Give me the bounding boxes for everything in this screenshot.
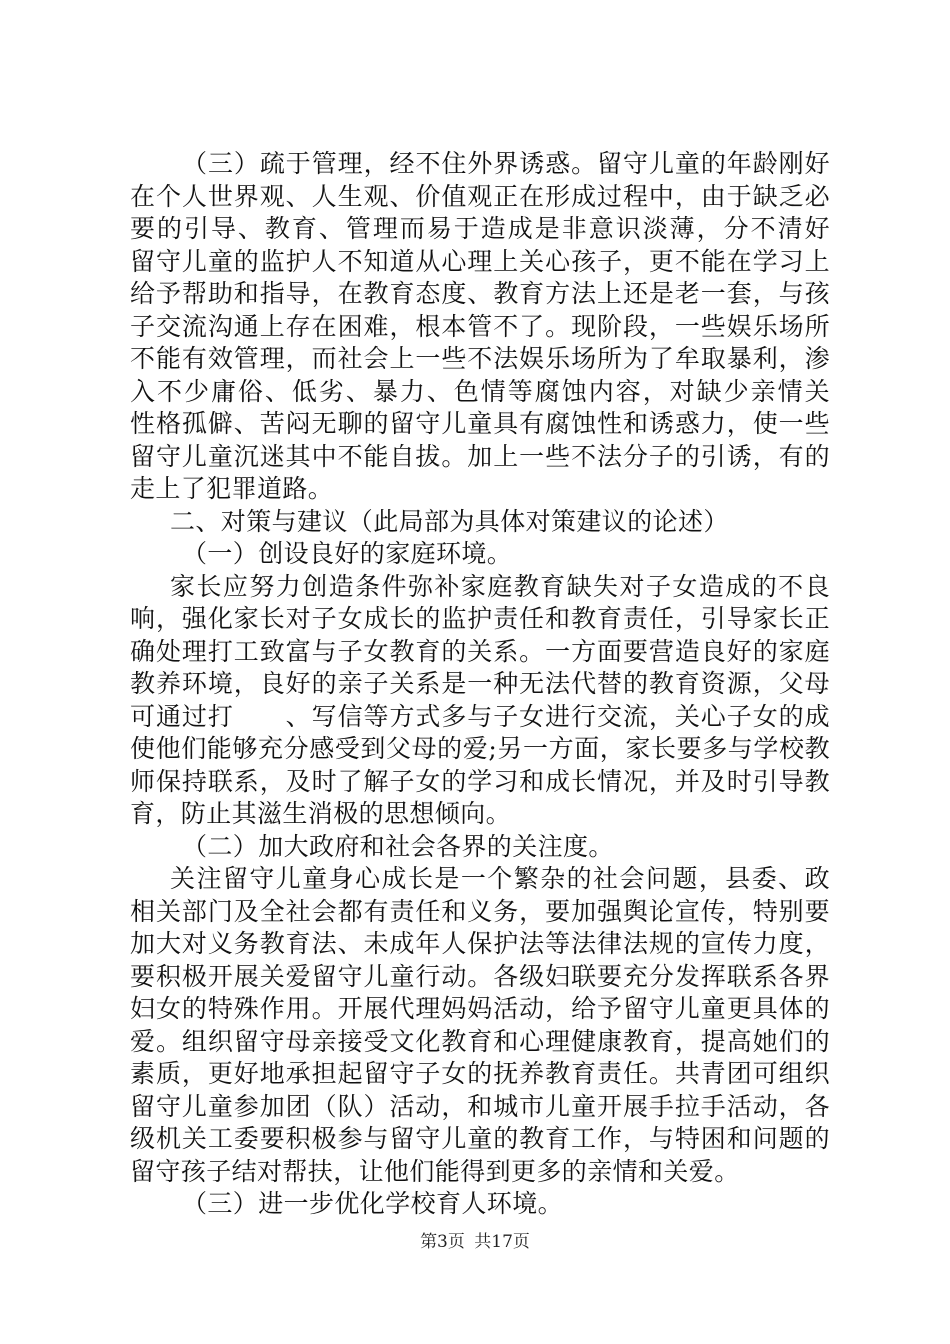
paragraph-line: 妇女的特殊作用。开展代理妈妈活动，给予留守儿童更具体的 [130, 994, 830, 1023]
paragraph-line: 加大对义务教育法、未成年人保护法等法律法规的宣传力度， [130, 929, 830, 958]
page-footer [0, 1232, 950, 1252]
paragraph-line: 相关部门及全社会都有责任和义务，要加强舆论宣传，特别要 [130, 896, 830, 926]
paragraph-line: 响，强化家长对子女成长的监护责任和教育责任，引导家长正 [130, 604, 830, 633]
paragraph-line: 育，防止其滋生消极的思想倾向。 [130, 799, 512, 828]
paragraph-line: 在个人世界观、人生观、价值观正在形成过程中，由于缺乏必 [130, 181, 830, 211]
paragraph-line: 要的引导、教育、管理而易于造成是非意识淡薄，分不清好 [130, 214, 830, 243]
paragraph-line: 关注留守儿童身心成长是一个繁杂的社会问题，县委、政 [170, 864, 830, 893]
page-total: 共17页 [474, 1232, 530, 1252]
subsection-heading: （二）加大政府和社会各界的关注度。 [182, 831, 614, 861]
paragraph-line: 家长应努力创造条件弥补家庭教育缺失对子女造成的不良 [170, 571, 830, 601]
paragraph-line: 不能有效管理，而社会上一些不法娱乐场所为了牟取暴利，渗 [130, 344, 830, 373]
subsection-heading: （三）进一步优化学校育人环境。 [182, 1189, 564, 1218]
paragraph-line: 使他们能够充分感受到父母的爱;另一方面，家长要多与学校教 [130, 734, 830, 763]
paragraph-line: 级机关工委要积极参与留守儿童的教育工作，与特困和问题的 [130, 1124, 830, 1153]
paragraph-line: 给予帮助和指导，在教育态度、教育方法上还是老一套，与孩 [130, 279, 830, 308]
subsection-heading: （一）创设良好的家庭环境。 [182, 539, 513, 568]
section-heading: 二、对策与建议（此局部为具体对策建议的论述） [170, 506, 729, 536]
paragraph-line: 留守儿童的监护人不知道从心理上关心孩子，更不能在学习上 [130, 246, 830, 276]
paragraph-line: 子交流沟通上存在困难，根本管不了。现阶段，一些娱乐场所 [130, 311, 830, 341]
paragraph-line: 留守儿童参加团（队）活动，和城市儿童开展手拉手活动，各 [130, 1091, 830, 1121]
paragraph-line: （三）疏于管理，经不住外界诱惑。留守儿童的年龄刚好 [182, 149, 830, 178]
paragraph-line: 入不少庸俗、低劣、暴力、色情等腐蚀内容，对缺少亲情关 [130, 376, 830, 406]
paragraph-line: 走上了犯罪道路。 [130, 474, 334, 503]
paragraph-line: 爱。组织留守母亲接受文化教育和心理健康教育，提高她们的 [130, 1026, 830, 1056]
paragraph-line: 教养环境，良好的亲子关系是一种无法代替的教育资源，父母 [130, 669, 830, 698]
paragraph-line: 素质，更好地承担起留守子女的抚养教育责任。共青团可组织 [130, 1059, 830, 1088]
paragraph-line: 留守儿童沉迷其中不能自拔。加上一些不法分子的引诱，有的 [130, 441, 830, 471]
document-body [130, 148, 830, 1221]
paragraph-line: 确处理打工致富与子女教育的关系。一方面要营造良好的家庭 [130, 636, 830, 666]
paragraph-line: 性格孤僻、苦闷无聊的留守儿童具有腐蚀性和诱惑力，使一些 [130, 409, 830, 438]
paragraph-line: 师保持联系，及时了解子女的学习和成长情况，并及时引导教 [130, 766, 830, 796]
paragraph-line: 要积极开展关爱留守儿童行动。各级妇联要充分发挥联系各界 [130, 961, 830, 991]
paragraph-line: 留守孩子结对帮扶，让他们能得到更多的亲情和关爱。 [130, 1156, 740, 1186]
paragraph-line: 可通过打 、写信等方式多与子女进行交流，关心子女的成 [130, 701, 830, 731]
page-number: 第3页 [420, 1232, 465, 1252]
